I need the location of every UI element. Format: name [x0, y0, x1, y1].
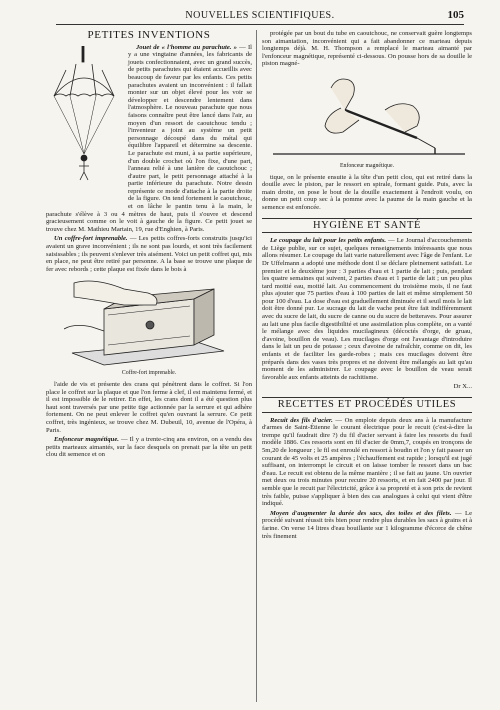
milk-lead: Le coupage du lait pour les petits enfants. [270, 237, 387, 245]
safe-caption: Coffre-fort imprenable. [121, 370, 177, 377]
paragraph-steel-wire [262, 417, 472, 508]
right-column [262, 30, 472, 542]
paragraph-safe [46, 235, 252, 273]
running-title: NOUVELLES SCIENTIFIQUES. [185, 10, 335, 21]
magnetic-lead: Enfonceur magnétique. [54, 436, 119, 444]
paragraph-magnetic-continued: protégée par un bout du tube en caoutchouc, ne conservait guère longtemps son aimantation, inconvénient qui a fait abandonner ce marteau depuis longtemps déjà. M. H. Thompson a remplacé le marteau aimanté par l'enfonceur magnétique, représenté ci-dessous. On pousse hors de sa douille le piston magné- [262, 30, 472, 68]
magnetic-nailer-illustration [267, 70, 467, 162]
steel-lead: Recuit des fils d'acier. [270, 416, 333, 424]
paragraph-milk [262, 237, 472, 381]
parachute-illustration [46, 46, 122, 202]
parachute-lead: Jouet de « l'homme au parachute. » [136, 43, 237, 51]
magnetic-text: — Il y a trente-cinq ans environ, on a vendu des petits marteaux aimantés, sur la face desquels on prenait par la tête un petit clou dit semence et on [46, 436, 252, 459]
section-title-hygiene: HYGIÈNE ET SANTÉ [262, 218, 472, 234]
steel-text: — On emploie depuis deux ans à la manufacture d'armes de Saint-Étienne le courant électrique pour le recuit (c'est-à-dire la trempe qu'il faudrait dire ?) du fil d'acier servant à faire les ressorts du fusil modèle 1886. Ces ressorts sont en fil d'acier de 0mm,7, coupés en tronçons de 5m,20 de longueur ; le fil est enroulé en ressort à boudin et l'on y fait passer un courant de 45 volts et 25 ampères ; l'échauffement est rapide ; lorsqu'il est jugé suffisant, on interrompt le circuit et on laisse tomber le ressort dans un bac d'eau. Le recuit est obtenu de la même manière ; il se fait au jaune. Un ouvrier met deux ou trois minutes pour recuire 20 ressorts, et en fait 2400 par jour. Il semble que le recuit par l'électricité, grâce à sa propreté et à son prix de revient très faible, puisse s'appliquer à bien des cas analogues à celui qui vient d'être indiqué. [262, 416, 472, 508]
page-header [56, 8, 464, 25]
magnetic-caption: Enfonceur magnétique. [339, 162, 395, 169]
sacks-lead: Moyen d'augmenter la durée des sacs, des toiles et des filets. [270, 509, 452, 517]
milk-text: — Le Journal d'accouchements de Liège publie, sur ce sujet, quelques renseignements intéressants que nous allons résumer. Le coupage du lait varie naturellement avec l'âge de l'enfant. Le Dr Uffelmann a adopté une méthode dont il se déclare pleinement satisfait. Le premier et le deuxième jour : 3 parties d'eau et 1 partie de lait ; puis, pendant les quatre semaines qui suivent, 2 parties d'eau et 1 partie de lait ; un peu plus tard moitié eau, moitié lait. Au commencement du troisième mois, il ne faut plus ajouter que 75 parties d'eau à 100 parties de lait et même simplement 50 pour 100 d'eau. La dose d'eau est graduellement diminuée et il seuil mois le lait doit être donné pur. Le sucrage du lait de vache peut être fait indifféremment avec du sucre de lait, du sucre de canne ou du sucre de betteraves. Pour assurer au lait une plus facile digestibilité et une assimilation plus complète, on a vanté le mélange avec des liquides mucilagineux (décoctés d'orge, de gruau, d'avoine, bouillon de veau). Les mucilages d'orge ont l'avantage d'introduire dans le lait un peu de potasse ; ceux d'avoine de rafraîchir, comme on dit, les enfants et de faciliter les garde-robes ; mais ces mucilages doivent être préparés dans des vases très propres et ne doivent être mélangés au lait qu'au moment de les administrer. Le coupage avec le bouillon de veau serait favorable aux enfants atteints de rachitisme. [262, 237, 472, 381]
paragraph-magnetic-usage: tique, on le présente ensuite à la tête d'un petit clou, qui est retiré dans la douille avec le piston, par le ressort en spirale, formant guide. Puis, avec la main droite, on pose le bout de la douille exactement à l'endroit voulu, on donne un petit coup sec à la pomme avec la paume de la main gauche et la semence est enfoncée. [262, 173, 472, 211]
page-number: 105 [447, 9, 464, 21]
left-column [46, 30, 252, 461]
paragraph-parachute-toy [46, 44, 252, 234]
paragraph-magnetic-nailer [46, 436, 252, 459]
safe-illustration [64, 275, 234, 369]
paragraph-safe-continued: l'aide de vis et présente des crans qui pénètrent dans le coffret. Si l'on place le coffret sur la plaque et que l'on ferme à clef, il est maintenu fermé, et il est impossible de le retirer. En effet, les crans dont il a été question plus haut sont traversés par une petite tige actionnée par la serrure et qui adhère fortement. On ne peut enlever le coffret qu'en ouvrant la serrure. Ce petit coffret, très ingénieux, se trouve chez M. Dubeuil, 10, avenue de l'Opéra, à Paris. [46, 381, 252, 434]
sacks-text: — Le procédé suivant réussit très bien pour rendre plus durables les sacs à grains et à farine. On verse 14 litres d'eau bouillante sur 1 kilogramme d'écorce de chêne très finement [262, 509, 472, 540]
column-divider [256, 30, 257, 702]
author-signature: Dr X... [453, 383, 472, 391]
section-title-recettes: RECETTES ET PROCÉDÉS UTILES [262, 397, 472, 413]
section-title-petites-inventions: PETITES INVENTIONS [87, 29, 211, 41]
safe-text: — Les petits coffres-forts construits jusqu'ici avaient un grave inconvénient ; ils ne sont pas lourds, et sont très facilement saisissables ; ils peuvent s'enlever très aisément. Voici un petit coffret qui, mis en place, ne peut être retiré par personne. A la base se trouve une plaque de fer avec rebords ; cette plaque est fixée dans le bois à [46, 235, 252, 273]
safe-lead: Un coffre-fort imprenable. [54, 235, 128, 243]
parachute-text: — Il y a une vingtaine d'années, les fabricants de jouets confectionnaient, avec un grand succès, de petits parachutes qui étaient accueillis avec beaucoup de faveur par les enfants. Ces petits parachutes avaient un inconvénient : il fallait monter sur un objet élevé pour les voir se développer et descendre lentement dans l'atmosphère. Le nouveau parachute que nous faisons connaître peut être lancé dans l'air, au moyen d'un ressort de caoutchouc tendu ; l'inventeur a joint au système un petit personnage découpé dans du métal qui équilibre l'appareil et détermine sa descente. Le parachute est muni, à sa partie supérieure, d'un double crochet où l'on fixe, d'une part, l'anneau relié à une lanière de caoutchouc ; d'autre part, le petit personnage attaché à la partie inférieure du parachute. Notre dessin représente ce mode d'attache à la partie droite de la figure. On tend fortement le caoutchouc, et on lâche le pantin tenu à la main, le parachute s'élève à 3 ou 4 mètres de haut, puis il s'ouvre et descend gracieusement comme on le voit à gauche de la figure. Ce petit jouet se trouve chez M. Mathieu Martain, 19, rue d'Enghien, à Paris. [46, 43, 252, 233]
paragraph-sacks [262, 510, 472, 540]
